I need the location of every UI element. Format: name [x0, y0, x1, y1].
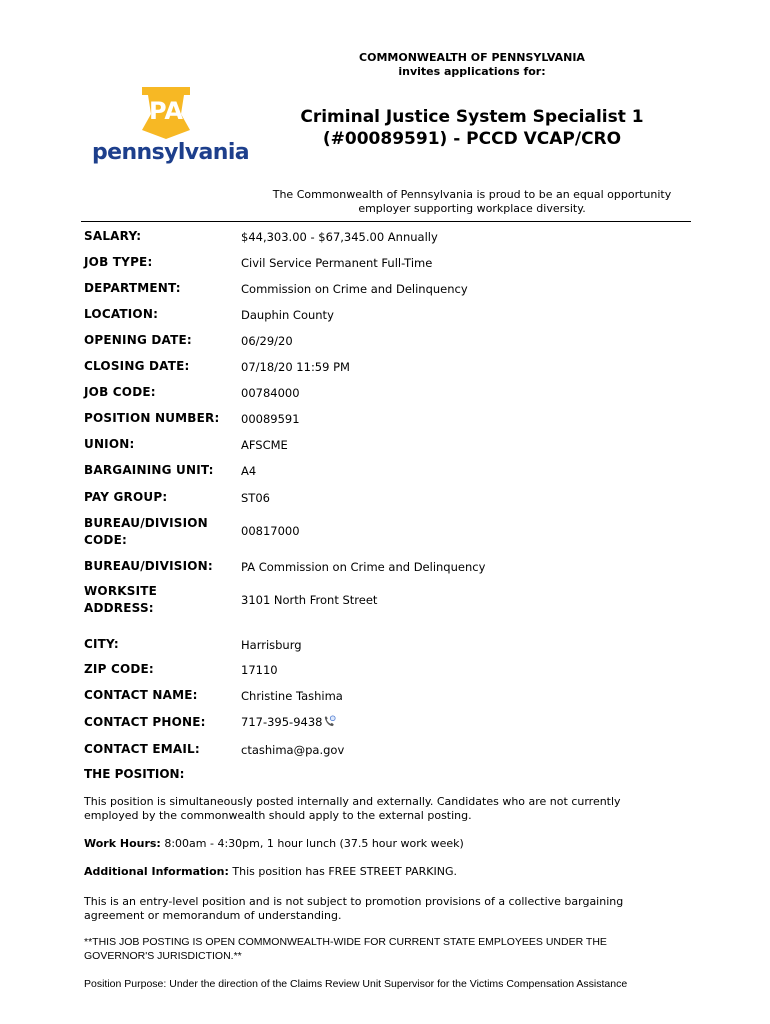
posting-notice: [84, 936, 684, 963]
zip-label: ZIP CODE:: [84, 662, 154, 676]
entry-level-line2: agreement or memorandum of understanding.: [84, 908, 342, 922]
position-intro-line1: This position is simultaneously posted internally and externally. Candidates who are not currently: [84, 795, 621, 808]
closing-date-label: CLOSING DATE:: [84, 359, 190, 373]
worksite-label: [84, 583, 157, 617]
eeo-statement: [262, 188, 682, 216]
worksite-label-line1: WORKSITE: [84, 584, 158, 598]
job-title-line2: (#00089591) - PCCD VCAP/CRO: [322, 129, 622, 149]
bureau-division-value: PA Commission on Crime and Delinquency: [241, 560, 486, 574]
union-label: UNION:: [84, 437, 135, 451]
bureau-division-label: BUREAU/DIVISION:: [84, 559, 213, 573]
worksite-value: 3101 North Front Street: [241, 593, 378, 607]
job-type-label: JOB TYPE:: [84, 255, 153, 269]
posting-notice-line1: **THIS JOB POSTING IS OPEN COMMONWEALTH-WIDE FOR CURRENT STATE EMPLOYEES UNDER THE: [84, 936, 607, 948]
position-purpose-value: Under the direction of the Claims Review Unit Supervisor for the Victims Compensation Assistance: [166, 978, 628, 990]
job-type-value: Civil Service Permanent Full-Time: [241, 256, 433, 270]
position-intro-line2: employed by the commonwealth should apply to the external posting.: [84, 808, 472, 822]
department-value: Commission on Crime and Delinquency: [241, 282, 468, 296]
work-hours: [84, 837, 684, 851]
salary-value: $44,303.00 - $67,345.00 Annually: [241, 230, 438, 244]
closing-date-value: 07/18/20 11:59 PM: [241, 360, 350, 374]
pay-group-label: PAY GROUP:: [84, 490, 168, 504]
contact-phone-label: CONTACT PHONE:: [84, 715, 206, 729]
salary-label: SALARY:: [84, 229, 142, 243]
additional-information: [84, 865, 684, 879]
eeo-line1: The Commonwealth of Pennsylvania is proud to be an equal opportunity: [272, 188, 672, 201]
job-code-label: JOB CODE:: [84, 385, 156, 399]
department-label: DEPARTMENT:: [84, 281, 181, 295]
position-intro: [84, 795, 684, 822]
header-divider: [81, 221, 691, 222]
contact-email-value[interactable]: ctashima@pa.gov: [241, 743, 345, 757]
additional-information-label: Additional Information:: [84, 865, 229, 878]
contact-name-value: Christine Tashima: [241, 689, 343, 703]
header-commonwealth: COMMONWEALTH OF PENNSYLVANIA: [359, 51, 585, 64]
pay-group-value: ST06: [241, 491, 270, 505]
phone-icon[interactable]: [323, 715, 336, 728]
keystone-icon: [138, 84, 194, 140]
bureau-code-value: 00817000: [241, 524, 300, 538]
zip-value: 17110: [241, 663, 278, 677]
work-hours-label: Work Hours:: [84, 837, 161, 850]
position-purpose: [84, 978, 684, 992]
bureau-code-label-line1: BUREAU/DIVISION: [84, 516, 208, 530]
position-heading: THE POSITION:: [84, 767, 185, 781]
job-code-value: 00784000: [241, 386, 300, 400]
contact-name-label: CONTACT NAME:: [84, 688, 198, 702]
bureau-code-label-line2: CODE:: [84, 533, 127, 547]
header-invites: invites applications for:: [398, 65, 546, 78]
job-title: [262, 106, 682, 150]
position-number-value: 00089591: [241, 412, 300, 426]
bargaining-unit-value: A4: [241, 464, 257, 478]
job-title-line1: Criminal Justice System Specialist 1: [300, 107, 644, 127]
eeo-line2: employer supporting workplace diversity.: [358, 202, 586, 215]
keystone-text: PA: [149, 97, 183, 125]
logo-wordmark: pennsylvania: [92, 140, 250, 165]
bureau-code-label: [84, 515, 208, 549]
worksite-label-line2: ADDRESS:: [84, 601, 154, 615]
union-value: AFSCME: [241, 438, 288, 452]
work-hours-value: 8:00am - 4:30pm, 1 hour lunch (37.5 hour work week): [160, 837, 464, 850]
city-value: Harrisburg: [241, 638, 302, 652]
location-value: Dauphin County: [241, 308, 334, 322]
entry-level-note: [84, 895, 684, 922]
city-label: CITY:: [84, 637, 119, 651]
entry-level-line1: This is an entry-level position and is not subject to promotion provisions of a collective bargaining: [84, 895, 624, 908]
contact-phone-value[interactable]: 717-395-9438: [241, 715, 323, 729]
contact-email-label: CONTACT EMAIL:: [84, 742, 200, 756]
location-label: LOCATION:: [84, 307, 159, 321]
position-number-label: POSITION NUMBER:: [84, 411, 220, 425]
position-purpose-label: Position Purpose:: [84, 978, 167, 990]
posting-notice-line2: GOVERNOR'S JURISDICTION.**: [84, 949, 242, 962]
opening-date-label: OPENING DATE:: [84, 333, 192, 347]
pennsylvania-logo: [92, 84, 250, 174]
additional-information-value: This position has FREE STREET PARKING.: [228, 865, 457, 878]
contact-phone-row: [241, 715, 336, 729]
opening-date-value: 06/29/20: [241, 334, 293, 348]
bargaining-unit-label: BARGAINING UNIT:: [84, 463, 214, 477]
